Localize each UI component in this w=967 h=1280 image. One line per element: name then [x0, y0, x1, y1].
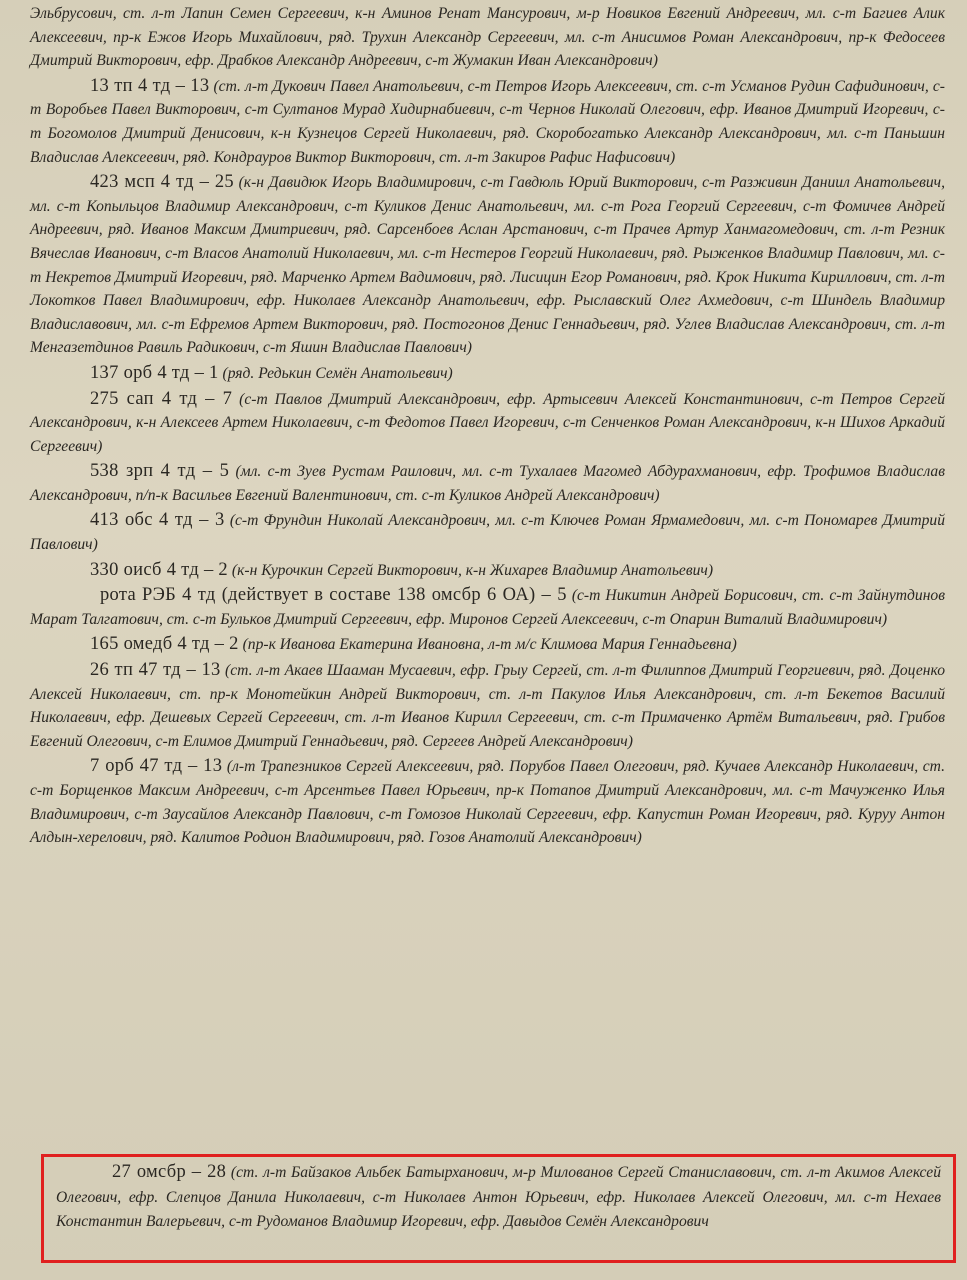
highlighted-paragraph — [56, 1160, 941, 1235]
names-list: (ст. л-т Акаев Шааман Мусаевич, ефр. Грыу Сергей, ст. л-т Филиппов Дмитрий Георгиевич, ряд. Доценко Алексей Николаевич, ст. пр-к Монотейкин Андрей Викторович, ст. л-т Пакулов Илья Александрович, ст. л-т Бекетов Василий Николаевич, ефр. Дешевых Сергей Сергеевич, ст. л-т Иванов Кирилл Сергеевич, ст. с-т Примаченко Артём Витальевич, ряд. Грибов Евгений Олегович, с-т Елимов Дмитрий Геннадьевич, ряд. Сергеев Андрей Александрович) — [30, 662, 945, 750]
names-list: (с-т Никитин Андрей Борисович, ст. с-т Зайнутдинов Марат Талгатович, ст. с-т Бульков Дмитрий Сергеевич, ефр. Миронов Сергей Алексеевич, с-т Опарин Виталий Владимирович) — [30, 587, 945, 628]
names-list: (с-т Павлов Дмитрий Александрович, ефр. Артысевич Алексей Константинович, с-т Петров Сергей Александрович, к-н Алексеев Артем Николаевич, с-т Федотов Павел Игоревич, с-т Сенченков Роман Александрович, к-н Шихов Аркадий Сергеевич) — [30, 390, 946, 455]
paragraph-continued — [30, 2, 945, 73]
names-list: (мл. с-т Зуев Рустам Раилович, мл. с-т Тухалаев Магомед Абдурахманович, ефр. Трофимов Владислав Александрович, п/п-к Васильев Евгений Валентинович, ст. с-т Куликов Андрей Александрович) — [30, 463, 945, 504]
names-list: (л-т Трапезников Сергей Алексеевич, ряд. Порубов Павел Олегович, ряд. Кучаев Александр Николаевич, ст. с-т Борщенков Максим Андреевич, с-т Арсентьев Павел Юрьевич, пр-к Потапов Дмитрий Александрович, мл. с-т Мачуженко Илья Владимирович, с-т Заусайлов Александр Павлович, с-т Гомозов Николай Сергеевич, ефр. Капустин Роман Игоревич, ряд. Куруу Антон Алдын-херелович, ряд. Калитов Родион Владимирович, ряд. Гозов Анатолий Александрович) — [30, 758, 945, 847]
names-list: (к-н Давидюк Игорь Владимирович, с-т Гавдюль Юрий Викторович, с-т Разживин Даниил Анатольевич, мл. с-т Копыльцов Владимир Александрович, с-т Куликов Денис Анатольевич, мл. с-т Рога Георгий Сергеевич, с-т Фомичев Андрей Андреевич, ряд. Иванов Максим Дмитриевич, ряд. Сарсенбоев Аслан Арстанович, с-т Прачев Артур Ханмагомедович, ст. л-т Резник Вячеслав Иванович, с-т Власов Анатолий Николаевич, мл. с-т Нестеров Георгий Николаевич, ряд. Рыженков Владимир Павлович, мл. с-т Некретов Дмитрий Игоревич, ряд. Марченко Артем Вадимович, ряд. Лисицин Егор Романович, ряд. Крок Никита Кириллович, ст. л-т Локотков Павел Владимирович, ефр. Николаев Александр Анатольевич, ефр. Рыславский Олег Ахмедович, с-т Шиндель Владимир Владиславович, мл. с-т Ефремов Артем Викторович, ряд. Постогонов Денис Геннадьевич, ряд. Углев Владислав Александрович, ст. л-т Менгазетдинов Равиль Радикович, с-т Яшин Владислав Павлович) — [30, 174, 946, 357]
unit-paragraph — [30, 633, 945, 657]
names-list: Эльбрусович, ст. л-т Лапин Семен Сергеевич, к-н Аминов Ренат Мансурович, м-р Новиков Евгений Андреевич, мл. с-т Багиев Алик Алексеевич, пр-к Ежов Игорь Михайлович, ряд. Трухин Александр Сергеевич, мл. с-т Анисимов Роман Александрович, пр-к Федосеев Дмитрий Викторович, ефр. Драбков Александр Андреевич, с-т Жумакин Иван Александрович) — [30, 5, 945, 70]
names-list: (ст. л-т Байзаков Альбек Батырханович, м-р Милованов Сергей Станиславович, ст. л-т Акимов Алексей Олегович, ефр. Слепцов Данила Николаевич, с-т Николаев Антон Юрьевич, ефр. Николаев Алексей Олегович, мл. с-т Нехаев Константин Валерьевич, с-т Рудоманов Владимир Игоревич, ефр. Давыдов Семён Александрович — [56, 1164, 941, 1230]
unit-paragraph — [30, 460, 945, 507]
unit-heading: 423 мсп 4 тд – 25 — [90, 172, 234, 193]
names-list: (с-т Фрундин Николай Александрович, мл. с-т Ключев Роман Ярмамедович, мл. с-т Пономарев Дмитрий Павлович) — [30, 512, 945, 554]
unit-heading: 538 зрп 4 тд – 5 — [90, 461, 230, 482]
unit-heading: 413 обс 4 тд – 3 — [90, 510, 225, 531]
unit-paragraph — [30, 75, 945, 169]
unit-paragraph — [30, 388, 945, 459]
unit-paragraph — [30, 362, 945, 386]
unit-heading: рота РЭБ 4 тд (действует в составе 138 омсбр 6 ОА) – 5 — [100, 585, 567, 606]
names-list: (к-н Курочкин Сергей Викторович, к-н Жихарев Владимир Анатольевич) — [231, 561, 714, 579]
unit-heading: 7 орб 47 тд – 13 — [90, 756, 223, 777]
unit-heading: 26 тп 47 тд – 13 — [90, 660, 221, 681]
names-list: (пр-к Иванова Екатерина Ивановна, л-т м/с Климова Мария Геннадьевна) — [242, 636, 737, 654]
unit-heading: 137 орб 4 тд – 1 — [90, 362, 219, 383]
unit-heading: 330 оисб 4 тд – 2 — [90, 559, 228, 580]
unit-heading: 165 омедб 4 тд – 2 — [90, 634, 239, 655]
names-list: (ст. л-т Дукович Павел Анатольевич, с-т Петров Игорь Алексеевич, ст. с-т Усманов Рудин Сафидинович, с-т Воробьев Павел Викторович, с-т Султанов Мурад Хидирнабиевич, с-т Чернов Николай Олегович, ефр. Иванов Дмитрий Игоревич, с-т Богомолов Дмитрий Денисович, к-н Кузнецов Сергей Николаевич, ряд. Скоробогатько Александр Александрович, мл. с-т Паньшин Владислав Алексеевич, ряд. Кондрауров Виктор Викторович, ст. л-т Закиров Рафис Нафисович) — [30, 77, 945, 166]
unit-paragraph — [30, 509, 945, 556]
unit-paragraph — [30, 584, 945, 631]
unit-heading: 27 омсбр – 28 — [112, 1162, 227, 1182]
unit-paragraph — [30, 755, 945, 849]
document-page — [30, 0, 945, 852]
unit-heading: 275 сап 4 тд – 7 — [90, 388, 233, 409]
names-list: (ряд. Редькин Семён Анатольевич) — [222, 364, 453, 382]
unit-paragraph — [30, 171, 945, 360]
unit-heading: 13 тп 4 тд – 13 — [90, 75, 210, 96]
unit-paragraph — [30, 559, 945, 583]
unit-paragraph — [30, 659, 945, 753]
